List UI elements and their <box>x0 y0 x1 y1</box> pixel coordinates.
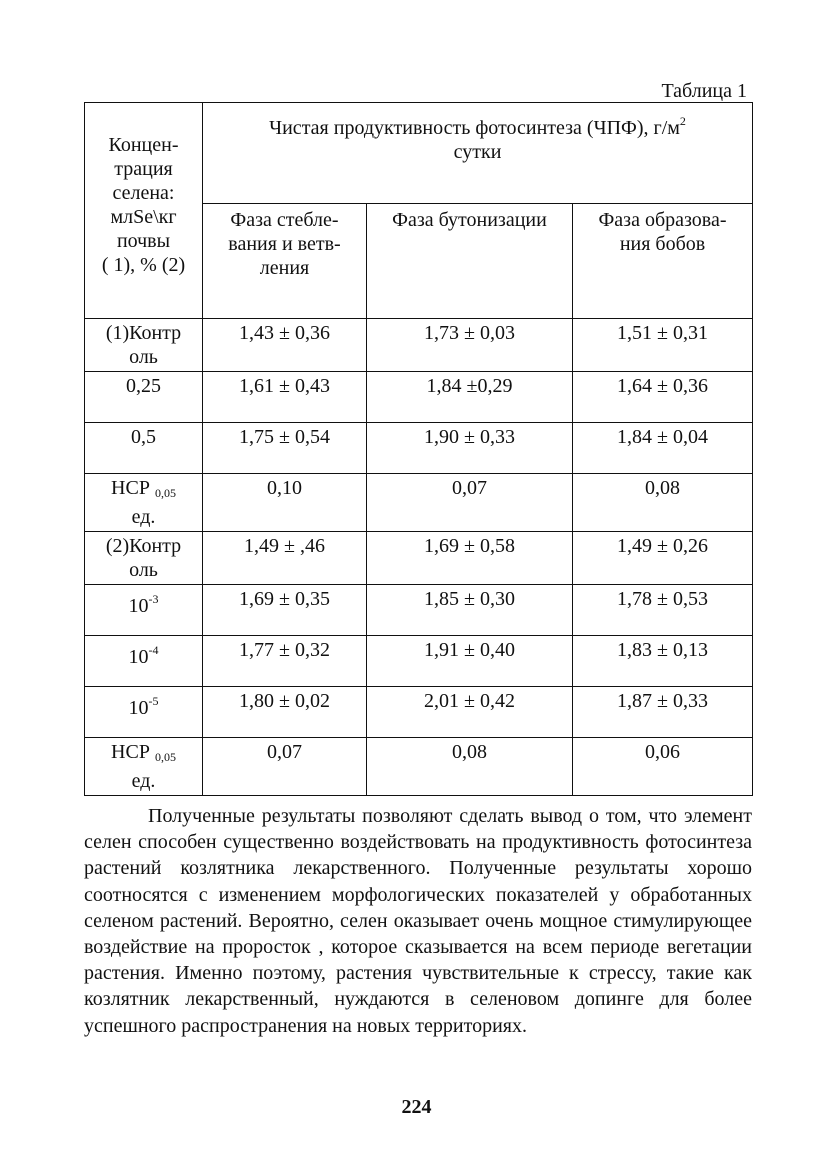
phase-header-3: Фаза образова- ния бобов <box>573 204 753 319</box>
table-row <box>85 585 753 636</box>
value-cell: 1,49 ± 0,26 <box>573 532 753 585</box>
productivity-header: Чистая продуктивность фотосинтеза (ЧПФ), $г/м^2$ сутки <box>203 103 753 204</box>
concentration-cell: $10^{-5}$ <box>85 687 203 738</box>
value-cell: 1,49 ± ,46 <box>203 532 367 585</box>
value-cell: 1,83 ± 0,13 <box>573 636 753 687</box>
page-number: 224 <box>401 1096 432 1118</box>
value-cell: 1,43 ± 0,36 <box>203 319 367 372</box>
table-row <box>85 532 753 585</box>
value-cell: 1,75 ± 0,54 <box>203 423 367 474</box>
value-cell: 0,08 <box>367 738 573 796</box>
concentration-cell: 0,5 <box>85 423 203 474</box>
value-cell: 0,07 <box>367 474 573 532</box>
value-cell: 0,08 <box>573 474 753 532</box>
concentration-cell: $10^{-3}$ <box>85 585 203 636</box>
value-cell: 1,80 ± 0,02 <box>203 687 367 738</box>
value-cell: 0,07 <box>203 738 367 796</box>
concentration-cell: 0,25 <box>85 372 203 423</box>
concentration-cell: (1)Контр оль <box>85 319 203 372</box>
phase-header-2: Фаза бутонизации <box>367 204 573 319</box>
data-table <box>84 102 753 796</box>
value-cell: 1,61 ± 0,43 <box>203 372 367 423</box>
table-row <box>85 423 753 474</box>
value-cell: 1,90 ± 0,33 <box>367 423 573 474</box>
table-row <box>85 319 753 372</box>
value-cell: 1,87 ± 0,33 <box>573 687 753 738</box>
value-cell: 1,85 ± 0,30 <box>367 585 573 636</box>
value-cell: 0,06 <box>573 738 753 796</box>
value-cell: 1,78 ± 0,53 <box>573 585 753 636</box>
concentration-cell: (2)Контр оль <box>85 532 203 585</box>
value-cell: 1,69 ± 0,58 <box>367 532 573 585</box>
value-cell: 1,51 ± 0,31 <box>573 319 753 372</box>
table-caption: Таблица 1 <box>661 80 747 102</box>
concentration-header: Концен- трация селена: млSe\кг почвы ( 1), % (2) <box>85 103 203 319</box>
table-row <box>85 372 753 423</box>
table-row <box>85 474 753 532</box>
value-cell: 0,10 <box>203 474 367 532</box>
table-row <box>85 738 753 796</box>
table-body <box>85 319 753 796</box>
value-cell: 1,64 ± 0,36 <box>573 372 753 423</box>
value-cell: 1,77 ± 0,32 <box>203 636 367 687</box>
value-cell: 1,84 ± 0,04 <box>573 423 753 474</box>
concentration-cell: $10^{-4}$ <box>85 636 203 687</box>
value-cell: 1,69 ± 0,35 <box>203 585 367 636</box>
table-row <box>85 636 753 687</box>
phase-header-1: Фаза стебле- вания и ветв- ления <box>203 204 367 319</box>
value-cell: 1,91 ± 0,40 <box>367 636 573 687</box>
table-row <box>85 687 753 738</box>
value-cell: 2,01 ± 0,42 <box>367 687 573 738</box>
concentration-cell: НСР $_{0,05}$ ед. <box>85 738 203 796</box>
body-paragraph: Полученные результаты позволяют сделать вывод о том, что элемент селен способен существенно воздействовать на продуктивность фотосинтеза растений козлятника лекарственного. Полученные результаты хорошо соотносятся с изменением морфологических показателей у обработанных селеном растений. Вероятно, селен оказывает очень мощное стимулирующее воздействие на проросток , которое сказывается на всем периоде вегетации растения. Именно поэтому, растения чувствительные к стрессу, такие как козлятник лекарственный, нуждаются в селеновом допинге для более успешного распространения на новых территориях. <box>84 805 752 1037</box>
value-cell: 1,73 ± 0,03 <box>367 319 573 372</box>
concentration-cell: НСР $_{0,05}$ ед. <box>85 474 203 532</box>
value-cell: 1,84 ±0,29 <box>367 372 573 423</box>
